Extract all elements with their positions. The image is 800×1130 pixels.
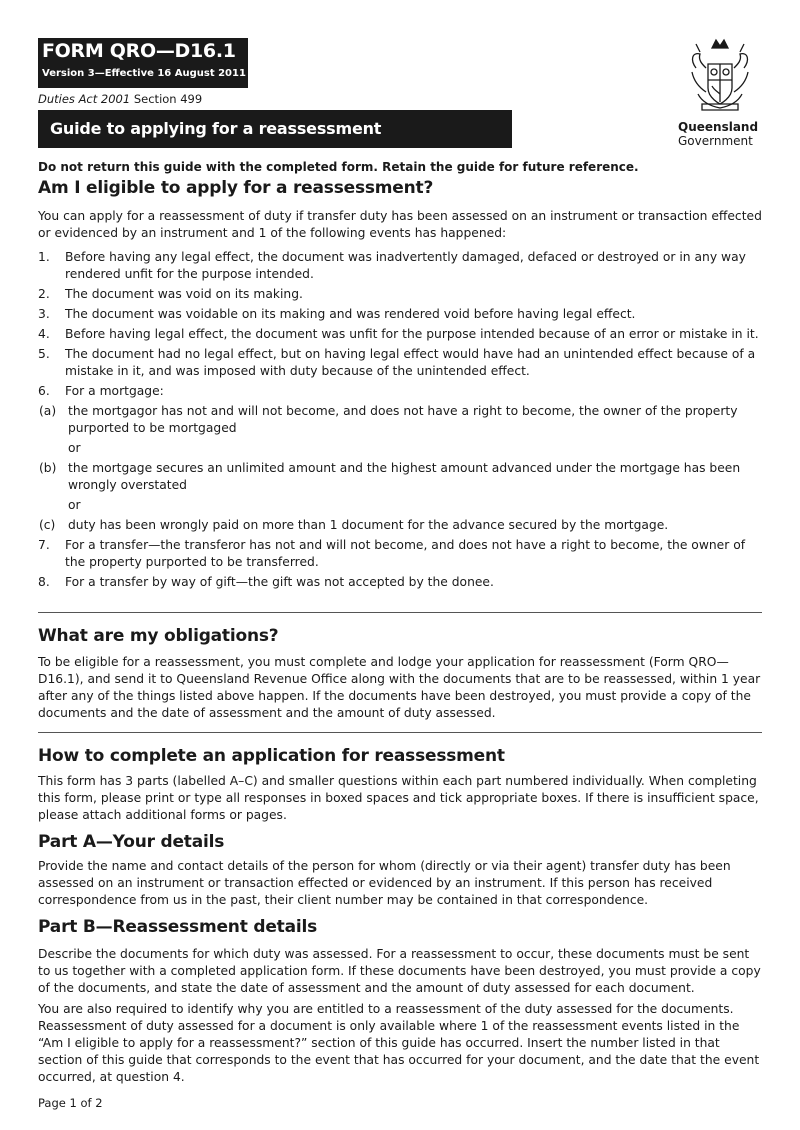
part-b-text-2: You are also required to identify why you are entitled to a reassessment of the duty assessed for the documents. Reassessment of duty assessed for a document is only available where 1 of the reassessment events listed in the “Am I eligible to apply for a reassessment?” section of this guide has occurred. Insert the number listed in that section of this guide that corresponds to the event that has occurred for your document, and the date that the event occurred, at question 4.: [38, 1002, 760, 1084]
how-to-text: This form has 3 parts (labelled A–C) and smaller questions within each part numbered individually. When completing this form, please print or type all responses in boxed spaces and tick appropriate boxes. If there is insufficient space, please attach additional forms or pages.: [38, 774, 759, 822]
list-item: 7. For a transfer—the transferor has not and will not become, and does not have a right to become, the owner of the property purported to be transferred.: [38, 538, 746, 569]
act-section: Section 499: [130, 92, 203, 106]
act-name: Duties Act 2001: [38, 92, 131, 106]
section-divider: [38, 732, 762, 733]
logo-text-queensland: Queensland: [678, 120, 759, 134]
list-item: 4. Before having legal effect, the document was unfit for the purpose intended because of an error or mistake in it.: [38, 327, 759, 341]
list-item: 5. The document had no legal effect, but on having legal effect would have had an unintended effect because of a mistake in it, and was imposed with duty because of the unintended effect.: [38, 347, 756, 378]
mortgage-subitem: (c) duty has been wrongly paid on more than 1 document for the advance secured by the mortgage.: [39, 518, 669, 532]
obligations-text: To be eligible for a reassessment, you must complete and lodge your application for reassessment (Form QRO—D16.1), and send it to Queensland Revenue Office along with the documents that are to be reassessed, within 1 year after any of the things listed above happen. If the documents have been destroyed, you must provide a copy of the documents and the date of assessment and the amount of duty assessed.: [38, 655, 761, 720]
eligibility-event-list: [38, 249, 762, 594]
form-code: FORM QRO—D16.1: [42, 40, 236, 62]
list-item: 1. Before having any legal effect, the document was inadvertently damaged, defaced or destroyed or in any way rendered unfit for the purpose intended.: [38, 250, 746, 281]
section-divider: [38, 612, 762, 613]
or-connector: or: [68, 441, 81, 455]
logo-text-government: Government: [678, 134, 753, 148]
guide-title-bar: [38, 110, 512, 148]
form-id-box: [38, 38, 248, 88]
form-version: Version 3—Effective 16 August 2011: [42, 68, 246, 79]
eligibility-heading: Am I eligible to apply for a reassessment?: [38, 178, 434, 198]
act-reference: [38, 92, 202, 106]
part-b-text-1: Describe the documents for which duty was assessed. For a reassessment to occur, these documents must be sent to us together with a completed application form. If these documents have been destroyed, you must provide a copy of the documents, and state the date of assessment and the amount of duty assessed for each document.: [38, 947, 761, 995]
list-item-mortgage: 6. For a mortgage:: [38, 384, 164, 398]
how-to-heading: How to complete an application for reassessment: [38, 746, 505, 766]
part-b-heading: Part B—Reassessment details: [38, 917, 318, 937]
part-a-heading: Part A—Your details: [38, 832, 225, 852]
list-item: 8. For a transfer by way of gift—the gift was not accepted by the donee.: [38, 575, 494, 589]
or-connector: or: [68, 498, 81, 512]
retain-guide-notice: Do not return this guide with the completed form. Retain the guide for future reference.: [38, 160, 639, 174]
list-item: 3. The document was voidable on its making and was rendered void before having legal effect.: [38, 307, 636, 321]
list-item: 2. The document was void on its making.: [38, 287, 303, 301]
queensland-government-logo: [674, 38, 764, 150]
page-number: Page 1 of 2: [38, 1096, 103, 1110]
mortgage-subitem: (b) the mortgage secures an unlimited amount and the highest amount advanced under the mortgage has been wrongly overstated: [39, 461, 741, 492]
obligations-heading: What are my obligations?: [38, 626, 279, 646]
coat-of-arms-icon: [682, 38, 758, 116]
part-a-text: Provide the name and contact details of the person for whom (directly or via their agent) transfer duty has been assessed on an instrument or transaction effected or evidenced by an instrument. If this person has received correspondence from us in the past, their client number may be contained in that correspondence.: [38, 859, 731, 907]
eligibility-intro: You can apply for a reassessment of duty if transfer duty has been assessed on an instrument or transaction effected or evidenced by an instrument and 1 of the following events has happened:: [38, 209, 762, 240]
mortgage-subitem: (a) the mortgagor has not and will not become, and does not have a right to become, the owner of the property purported to be mortgaged: [39, 404, 738, 435]
guide-title: Guide to applying for a reassessment: [50, 119, 382, 138]
